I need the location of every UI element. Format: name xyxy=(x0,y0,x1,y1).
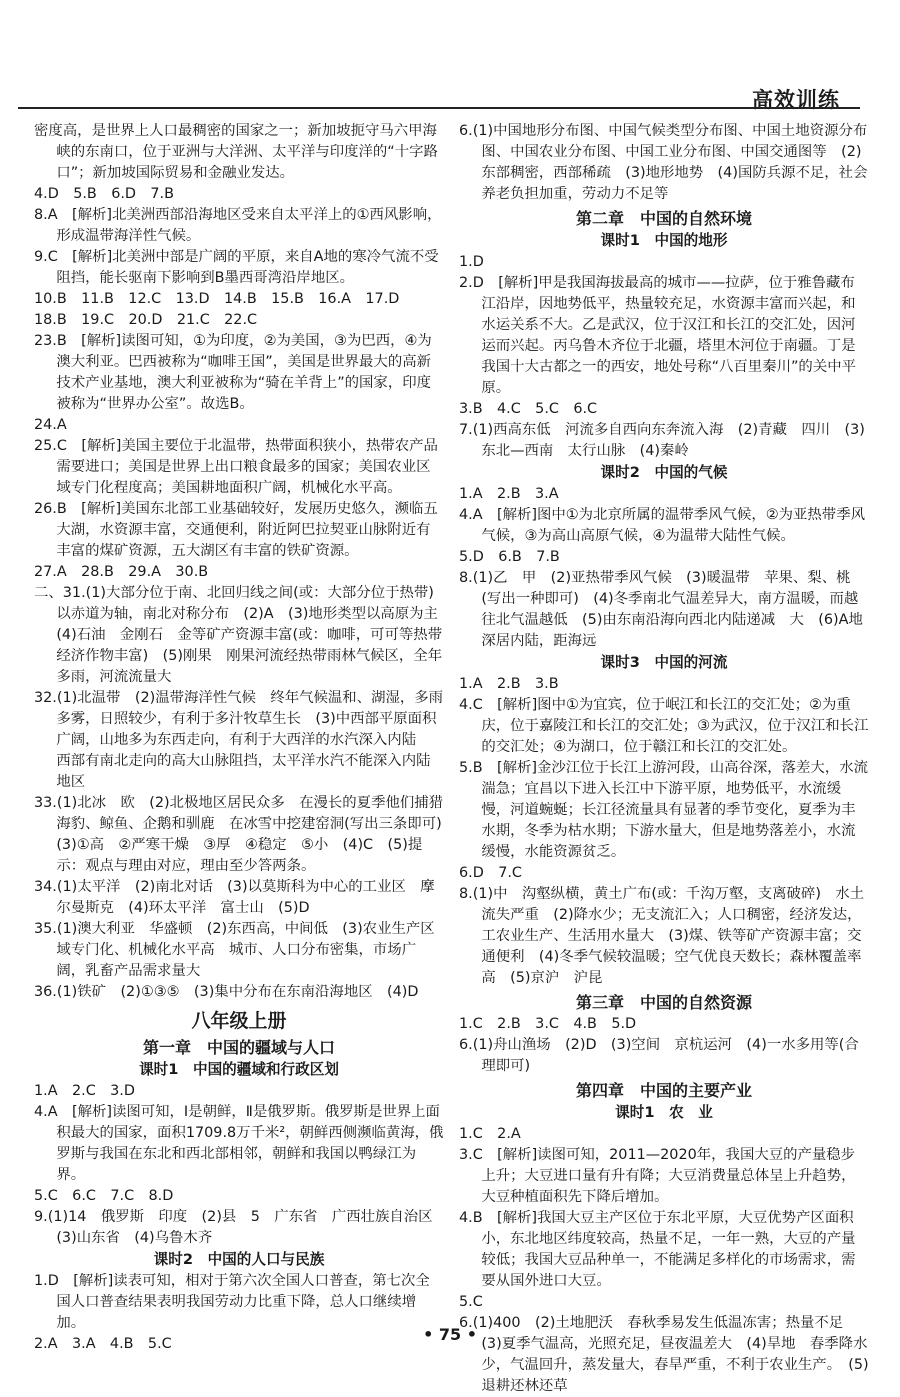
answer-item: 4.A [解析]图中①为北京所属的温带季风气候，②为亚热带季风气候，③为高山高原气候，④为温带大陆性气候。 xyxy=(459,507,865,544)
page-number: • 75 • xyxy=(423,1325,477,1344)
answer-item: 5.C 6.C 7.C 8.D xyxy=(34,1188,174,1204)
answer-item: 1.D xyxy=(459,254,484,270)
answer-item: 33.(1)北冰 欧 (2)北极地区居民众多 在漫长的夏季他们捕猎海豹、鲸鱼、企鹅和驯鹿 在冰雪中挖建窑洞(写出三条即可) (3)①高 ②严寒干燥 ③厚 ④稳定 ⑤小 (4)C (5)提示：观点与理由对应，理由至少答两条。 xyxy=(34,795,457,874)
answer-item: 8.(1)中 沟壑纵横，黄土广布(或：千沟万壑，支离破碎) 水土流失严重 (2)降水少；无支流汇入；人口稠密，经济发达，工农业生产、生活用水量大 (3)煤、铁等矿产资源丰富；交通便利 (4)冬季气候较温暖；空气优良天数长；森林覆盖率高 (5)京沪 沪昆 xyxy=(459,886,865,986)
answer-item: 6.(1)舟山渔场 (2)D (3)空间 京杭运河 (4)一水多用等(合理即可) xyxy=(459,1037,859,1074)
answer-item: 9.(1)14 俄罗斯 印度 (2)县 5 广东省 广西壮族自治区 (3)山东省 (4)乌鲁木齐 xyxy=(34,1209,447,1246)
chapter-heading: 第三章 中国的自然资源 xyxy=(575,993,752,1012)
answer-item: 26.B [解析]美国东北部工业基础较好，发展历史悠久，濒临五大湖，水资源丰富，交通便利，附近阿巴拉契亚山脉附近有丰富的煤矿资源，五大湖区有丰富的铁矿资源。 xyxy=(34,501,438,559)
answer-item: 5.C xyxy=(459,1294,483,1310)
answer-item: 2.D [解析]甲是我国海拔最高的城市——拉萨，位于雅鲁藏布江沿岸，因地势低平，热量较充足，水资源丰富而兴起，和水运关系不大。乙是武汉，位于汉江和长江的交汇处，因河运而兴起。丙乌鲁木齐位于北疆，塔里木河位于南疆。丁是我国十大古都之一的西安，地处号称“八百里秦川”的关中平原。 xyxy=(459,275,856,396)
lesson-heading: 课时3 中国的河流 xyxy=(600,654,728,671)
grade-heading: 八年级上册 xyxy=(191,1010,287,1032)
chapter-heading: 第二章 中国的自然环境 xyxy=(575,209,752,228)
answer-item: 3.B 4.C 5.C 6.C xyxy=(459,401,598,417)
answer-item: 35.(1)澳大利亚 华盛顿 (2)东西高，中间低 (3)农业生产区域专门化、机械化水平高 城市、人口分布密集，市场广阔，乳畜产品需求量大 xyxy=(34,921,435,979)
answer-item: 1.A 2.B 3.A xyxy=(459,486,559,502)
answer-item: 2.A 3.A 4.B 5.C xyxy=(34,1336,172,1352)
answer-item: 6.D 7.C xyxy=(459,865,522,881)
lesson-heading: 课时2 中国的气候 xyxy=(600,464,728,481)
answer-item: 7.(1)西高东低 河流多自西向东奔流入海 (2)青藏 四川 (3)东北—西南 太行山脉 (4)秦岭 xyxy=(459,422,865,459)
lesson-heading: 课时1 农 业 xyxy=(615,1104,713,1121)
answer-item: 4.B [解析]我国大豆主产区位于东北平原，大豆优势产区面积小，东北地区纬度较高，热量不足，一年一熟，大豆的产量较低；我国大豆品种单一，不能满足多样化的市场需求，需要从国外进口大豆。 xyxy=(459,1210,856,1289)
chapter-heading: 第四章 中国的主要产业 xyxy=(575,1081,752,1100)
answer-item: 25.C [解析]美国主要位于北温带，热带面积狭小，热带农产品需要进口；美国是世界上出口粮食最多的国家；美国农业区域专门化程度高；美国耕地面积广阔，机械化水平高。 xyxy=(34,438,438,496)
chapter-heading: 第一章 中国的疆域与人口 xyxy=(142,1038,335,1057)
answer-item: 9.C [解析]北美洲中部是广阔的平原，来自A地的寒冷气流不受阻挡，能长驱南下影响到B墨西哥湾沿岸地区。 xyxy=(34,249,439,286)
answer-item: 34.(1)太平洋 (2)南北对话 (3)以莫斯科为中心的工业区 摩尔曼斯克 (4)环太平洋 富士山 (5)D xyxy=(34,879,435,916)
lesson-heading: 课时2 中国的人口与民族 xyxy=(153,1251,325,1268)
answer-item: 23.B [解析]读图可知，①为印度，②为美国，③为巴西，④为澳大利亚。巴西被称为“咖啡王国”，美国是世界最大的高新技术产业基地，澳大利亚被称为“骑在羊背上”的国家，印度被称为“世界办公室”。故选B。 xyxy=(34,333,432,412)
answer-item: 6.(1)中国地形分布图、中国气候类型分布图、中国土地资源分布图、中国农业分布图、中国工业分布图、中国交通图等 (2)东部稠密，西部稀疏 (3)地形地势 (4)国防兵源不足，社会养老负担加重，劳动力不足等 xyxy=(459,123,868,202)
answer-item: 18.B 19.C 20.D 21.C 22.C xyxy=(34,312,258,328)
answer-item: 二、31.(1)大部分位于南、北回归线之间(或：大部分位于热带) 以赤道为轴，南北对称分布 (2)A (3)地形类型以高原为主 (4)石油 金刚石 金等矿产资源丰富(或：咖啡，可可等热带经济作物丰富) (5)刚果 刚果河流经热带雨林气候区，全年多雨，河流流量大 xyxy=(34,585,453,685)
answer-item: 6.(1)400 (2)土地肥沃 春秋季易发生低温冻害；热量不足 (3)夏季气温高，光照充足，昼夜温差大 (4)旱地 春季降水少，气温回升，蒸发量大，春旱严重，不利于农业生产。 (5)退耕还林还草 xyxy=(459,1315,869,1394)
answer-item: 密度高，是世界上人口最稠密的国家之一；新加坡扼守马六甲海峡的东南口，位于亚洲与大洋洲、太平洋与印度洋的“十字路口”；新加坡国际贸易和金融业发达。 xyxy=(34,123,438,181)
answer-item: 4.C [解析]图中①为宜宾，位于岷江和长江的交汇处；②为重庆，位于嘉陵江和长江的交汇处；③为武汉，位于汉江和长江的交汇处；④为湖口，位于赣江和长江的交汇处。 xyxy=(459,697,869,755)
answer-item: 10.B 11.B 12.C 13.D 14.B 15.B 16.A 17.D xyxy=(34,291,400,307)
answer-item: 8.(1)乙 甲 (2)亚热带季风气候 (3)暖温带 苹果、梨、桃(写出一种即可) (4)冬季南北气温差异大，南方温暖，而越往北气温越低 (5)由东南沿海向西北内陆递减 大 (6)A地深居内陆，距海远 xyxy=(459,570,863,649)
answer-item: 1.D [解析]读表可知，相对于第六次全国人口普查，第七次全国人口普查结果表明我国劳动力比重下降，总人口继续增加。 xyxy=(34,1273,430,1331)
answer-item: 5.B [解析]金沙江位于长江上游河段，山高谷深，落差大，水流湍急；宜昌以下进入长江中下游平原，地势低平，水流缓慢，河道蜿蜒；长江径流量具有显著的季节变化，夏季为丰水期，冬季为枯水期；下游水量大，但是地势落差小，水流缓慢，水能资源贫乏。 xyxy=(459,760,868,860)
answer-item: 32.(1)北温带 (2)温带海洋性气候 终年气候温和、湖湿，多雨多雾，日照较少，有利于多汁牧草生长 (3)中西部平原面积广阔，山地多为东西走向，有利于大西洋的水汽深入内陆 西部有南北走向的高大山脉阻挡，太平洋水汽不能深入内陆地区 xyxy=(34,690,444,790)
answer-item: 1.C 2.B 3.C 4.B 5.D xyxy=(459,1016,637,1032)
answer-item: 1.C 2.A xyxy=(459,1126,521,1142)
page-header-title: 高效训练 xyxy=(752,88,840,112)
lesson-heading: 课时1 中国的疆域和行政区划 xyxy=(139,1061,339,1078)
answer-item: 1.A 2.C 3.D xyxy=(34,1083,135,1099)
answer-item: 4.A [解析]读图可知，Ⅰ是朝鲜，Ⅱ是俄罗斯。俄罗斯是世界上面积最大的国家，面积1709.8万千米²，朝鲜西侧濒临黄海，俄罗斯与我国在东北和西北部相邻，朝鲜和我国以鸭绿江为界。 xyxy=(34,1104,444,1183)
header-divider xyxy=(18,107,860,109)
answer-item: 1.A 2.B 3.B xyxy=(459,676,559,692)
lesson-heading: 课时1 中国的地形 xyxy=(600,232,728,249)
right-answer-column xyxy=(459,121,869,1397)
answer-item: 8.A [解析]北美洲西部沿海地区受来自太平洋上的①西风影响，形成温带海洋性气候。 xyxy=(34,207,442,244)
answer-item: 27.A 28.B 29.A 30.B xyxy=(34,564,209,580)
answer-item: 36.(1)铁矿 (2)①③⑤ (3)集中分布在东南沿海地区 (4)D xyxy=(34,984,419,1000)
answer-item: 24.A xyxy=(34,417,67,433)
answer-item: 4.D 5.B 6.D 7.B xyxy=(34,186,174,202)
answer-item: 3.C [解析]读图可知，2011—2020年，我国大豆的产量稳步上升；大豆进口量有升有降；大豆消费量总体呈上升趋势，大豆种植面积先下降后增加。 xyxy=(459,1147,856,1205)
answer-item: 5.D 6.B 7.B xyxy=(459,549,560,565)
